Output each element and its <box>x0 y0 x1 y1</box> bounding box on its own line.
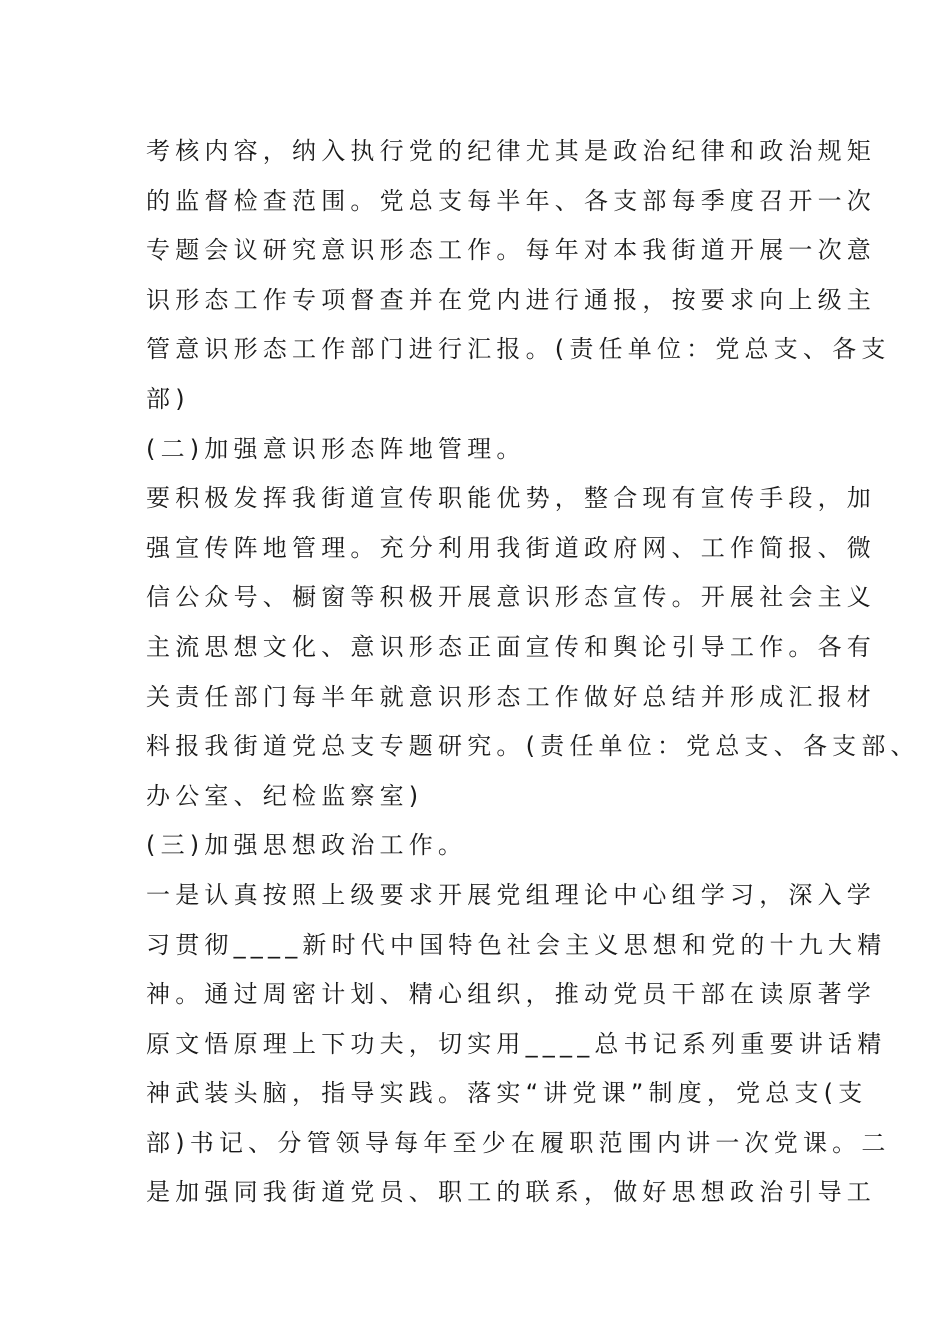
text-line: 考核内容，纳入执行党的纪律尤其是政治纪律和政治规矩 <box>146 137 876 165</box>
text-line: 料报我街道党总支专题研究。(责任单位：党总支、各支部、 <box>146 732 920 761</box>
text-line: 信公众号、橱窗等积极开展意识形态宣传。开展社会主义 <box>146 583 876 612</box>
text-line: 神武装头脑，指导实践。落实“讲党课”制度，党总支(支 <box>146 1079 868 1108</box>
body-text <box>146 127 920 1218</box>
text-line: 是加强同我街道党员、职工的联系，做好思想政治引导工 <box>146 1178 876 1207</box>
text-line: 管意识形态工作部门进行汇报。(责任单位：党总支、各支 <box>146 335 891 364</box>
text-line: 一是认真按照上级要求开展党组理论中心组学习，深入学 <box>146 880 876 909</box>
text-line: 强宣传阵地管理。充分利用我街道政府网、工作简报、微 <box>146 533 876 562</box>
text-line: 的监督检查范围。党总支每半年、各支部每季度召开一次 <box>146 186 876 215</box>
section-heading: (二)加强意识形态阵地管理。 <box>146 434 526 463</box>
text-line: 办公室、纪检监察室) <box>146 781 424 810</box>
text-line: 神。通过周密计划、精心组织，推动党员干部在读原著学 <box>146 980 876 1009</box>
section-heading: (三)加强思想政治工作。 <box>146 831 468 860</box>
text-line: 部) <box>146 384 190 413</box>
text-line: 习贯彻____新时代中国特色社会主义思想和党的十九大精 <box>146 930 887 959</box>
text-line: 识形态工作专项督查并在党内进行通报，按要求向上级主 <box>146 285 876 314</box>
text-line: 专题会议研究意识形态工作。每年对本我街道开展一次意 <box>146 236 876 265</box>
text-line: 要积极发挥我街道宣传职能优势，整合现有宣传手段，加 <box>146 484 876 513</box>
text-line: 关责任部门每半年就意识形态工作做好总结并形成汇报材 <box>146 682 876 711</box>
text-line: 原文悟原理上下功夫，切实用____总书记系列重要讲话精 <box>146 1029 887 1058</box>
text-line: 部)书记、分管领导每年至少在履职范围内讲一次党课。二 <box>146 1128 891 1157</box>
text-line: 主流思想文化、意识形态正面宣传和舆论引导工作。各有 <box>146 632 876 661</box>
